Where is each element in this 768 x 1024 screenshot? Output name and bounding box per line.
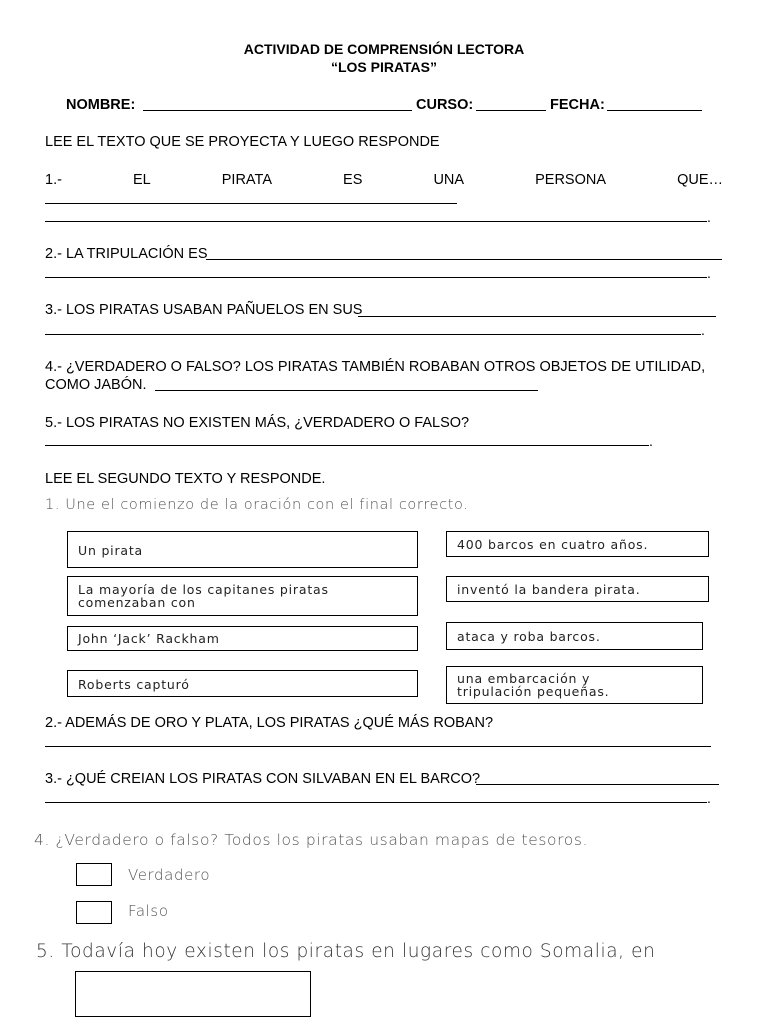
curso-field[interactable] [476,110,546,111]
match-left-text: La mayoría de los capitanes piratas comenzaban con [78,582,329,610]
page-title: ACTIVIDAD DE COMPRENSIÓN LECTORA [243,41,525,57]
period-mark: . [701,322,705,338]
question-4-cont: COMO JABÓN. [45,377,147,393]
answer-line[interactable] [358,316,716,317]
answer-line[interactable] [206,259,722,260]
match-right-text: inventó la bandera pirata. [457,582,641,597]
q1-word: PERSONA [535,172,607,188]
period-mark: . [707,209,711,225]
match-right-box[interactable] [446,576,709,602]
match-left-box[interactable] [67,531,418,568]
question-3: 3.- LOS PIRATAS USABAN PAÑUELOS EN SUS [45,302,363,318]
answer-line[interactable] [476,784,719,785]
q1-word: EL [132,172,151,188]
answer-line[interactable] [155,390,538,391]
answer-line[interactable] [45,334,701,335]
match-left-box[interactable] [67,670,418,697]
nombre-label: NOMBRE: [66,97,136,113]
answer-line[interactable] [45,445,649,446]
fecha-field[interactable] [607,110,702,111]
q1-word: PIRATA [221,172,272,188]
question-4: 4.- ¿VERDADERO O FALSO? LOS PIRATAS TAMBIÉN ROBABAN OTROS OBJETOS DE UTILIDAD, [45,359,706,375]
answer-line[interactable] [45,746,711,747]
match-right-box[interactable] [446,666,703,704]
q1-word: 1.- [45,172,62,188]
falso-label: Falso [128,902,169,920]
question-5: 5.- LOS PIRATAS NO EXISTEN MÁS, ¿VERDADERO O FALSO? [45,415,470,431]
instruction-1: LEE EL TEXTO QUE SE PROYECTA Y LUEGO RESPONDE [45,134,440,150]
falso-checkbox[interactable] [76,901,112,924]
match-left-text: John ‘Jack’ Rackham [78,631,220,646]
period-mark: . [649,433,653,449]
verdadero-label: Verdadero [128,866,211,884]
answer-line[interactable] [45,802,707,803]
question-3b: 3.- ¿QUÉ CREIAN LOS PIRATAS CON SILVABAN EN EL BARCO? [45,771,481,787]
match-right-box[interactable] [446,531,709,557]
question-1 [45,171,723,189]
match-right-box[interactable] [446,622,703,650]
instruction-2: LEE EL SEGUNDO TEXTO Y RESPONDE. [45,471,326,487]
fecha-label: FECHA: [550,97,605,113]
match-prompt: 1. Une el comienzo de la oración con el final correcto. [45,497,469,513]
answer-line[interactable] [45,277,707,278]
match-right-text: una embarcación y tripulación pequeñas. [457,671,610,699]
nombre-field[interactable] [143,110,412,111]
verdadero-checkbox[interactable] [76,863,112,886]
page-subtitle: “LOS PIRATAS” [330,59,438,75]
match-left-text: Roberts capturó [78,677,190,692]
q1-word: UNA [433,172,465,188]
answer-line[interactable] [45,221,707,222]
question-4b: 4. ¿Verdadero o falso? Todos los piratas usaban mapas de tesoros. [34,831,589,849]
match-right-text: 400 barcos en cuatro años. [457,537,649,552]
q1-word: QUE… [677,172,723,188]
match-left-box[interactable] [67,576,418,616]
match-left-text: Un pirata [78,543,144,558]
question-2: 2.- LA TRIPULACIÓN ES [45,246,208,262]
q1-word: ES [343,172,363,188]
question-5b: 5. Todavía hoy existen los piratas en lugares como Somalia, en [36,941,656,962]
question-2b: 2.- ADEMÁS DE ORO Y PLATA, LOS PIRATAS ¿QUÉ MÁS ROBAN? [45,715,494,731]
period-mark: . [707,790,711,806]
match-right-text: ataca y roba barcos. [457,629,601,644]
answer-box[interactable] [75,971,311,1017]
period-mark: . [707,265,711,281]
answer-line[interactable] [45,203,457,204]
match-left-box[interactable] [67,626,418,651]
curso-label: CURSO: [416,97,474,113]
